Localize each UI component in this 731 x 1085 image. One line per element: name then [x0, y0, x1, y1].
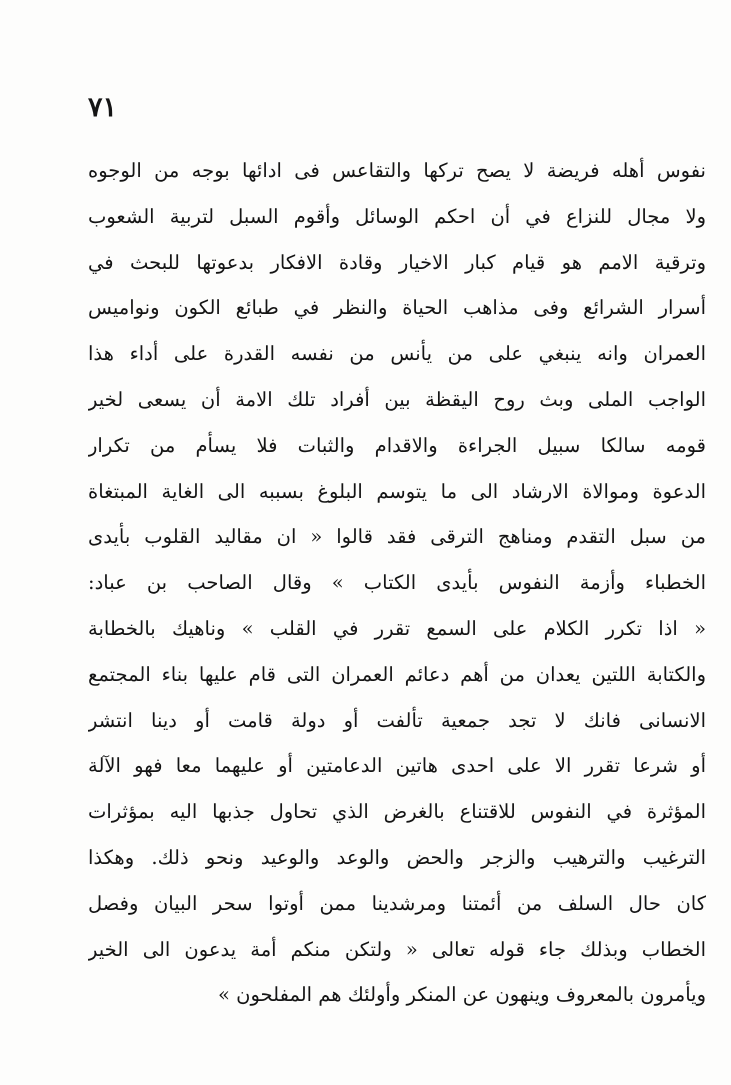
text-line: الخطاب وبذلك جاء قوله تعالى « ولتكن منكم أمة يدعون الى الخير	[88, 937, 706, 961]
text-line: الدعوة وموالاة الارشاد الى ما يتوسم البلوغ بسببه الى الغاية المبتغاة	[88, 479, 706, 503]
text-line: الترغيب والترهيب والزجر والحض والوعد والوعيد ونحو ذلك. وهكذا	[88, 845, 706, 869]
text-line: الواجب الملى وبث روح اليقظة بين أفراد تلك الامة أن يسعى لخير	[88, 387, 706, 411]
text-line: الانسانى فانك لا تجد جمعية تألفت أو دولة قامت أو دينا انتشر	[88, 708, 706, 732]
text-line: من سبل التقدم ومناهج الترقى فقد قالوا « ان مقاليد القلوب بأيدى	[88, 525, 706, 549]
text-line: كان حال السلف من أئمتنا ومرشدينا ممن أوتوا سحر البيان وفصل	[88, 891, 706, 915]
text-line: المؤثرة في النفوس للاقتناع بالغرض الذي تحاول جذبها اليه بمؤثرات	[88, 800, 706, 824]
text-line: وترقية الامم هو قيام كبار الاخيار وقادة الافكار بدعوتها للبحث في	[88, 250, 706, 274]
body-text	[88, 148, 706, 1018]
text-line: ولا مجال للنزاع في أن احكم الوسائل وأقوم السبل لتربية الشعوب	[88, 204, 706, 228]
text-line: نفوس أهله فريضة لا يصح تركها والتقاعس فى ادائها بوجه من الوجوه	[88, 159, 706, 182]
text-line: قومه سالكا سبيل الجراءة والاقدام والثبات فلا يسأم من تكرار	[88, 433, 706, 457]
text-line: أو شرعا تقرر الا على احدى هاتين الدعامتين أو عليهما معا فهو الآلة	[88, 754, 706, 778]
text-line: الخطباء وأزمة النفوس بأيدى الكتاب » وقال الصاحب بن عباد:	[88, 571, 706, 595]
text-line: العمران وانه ينبغي على من يأنس من نفسه القدرة على أداء هذا	[88, 342, 706, 366]
page-number: ٧١	[88, 92, 118, 123]
text-line: والكتابة اللتين يعدان من أهم دعائم العمران التى قام عليها بناء المجتمع	[88, 662, 706, 686]
text-line-last: ويأمرون بالمعروف وينهون عن المنكر وأولئك هم المفلحون »	[218, 983, 706, 1007]
text-line: « اذا تكرر الكلام على السمع تقرر في القلب » وناهيك بالخطابة	[88, 616, 706, 640]
text-line: أسرار الشرائع وفى مذاهب الحياة والنظر في طبائع الكون ونواميس	[88, 296, 706, 320]
